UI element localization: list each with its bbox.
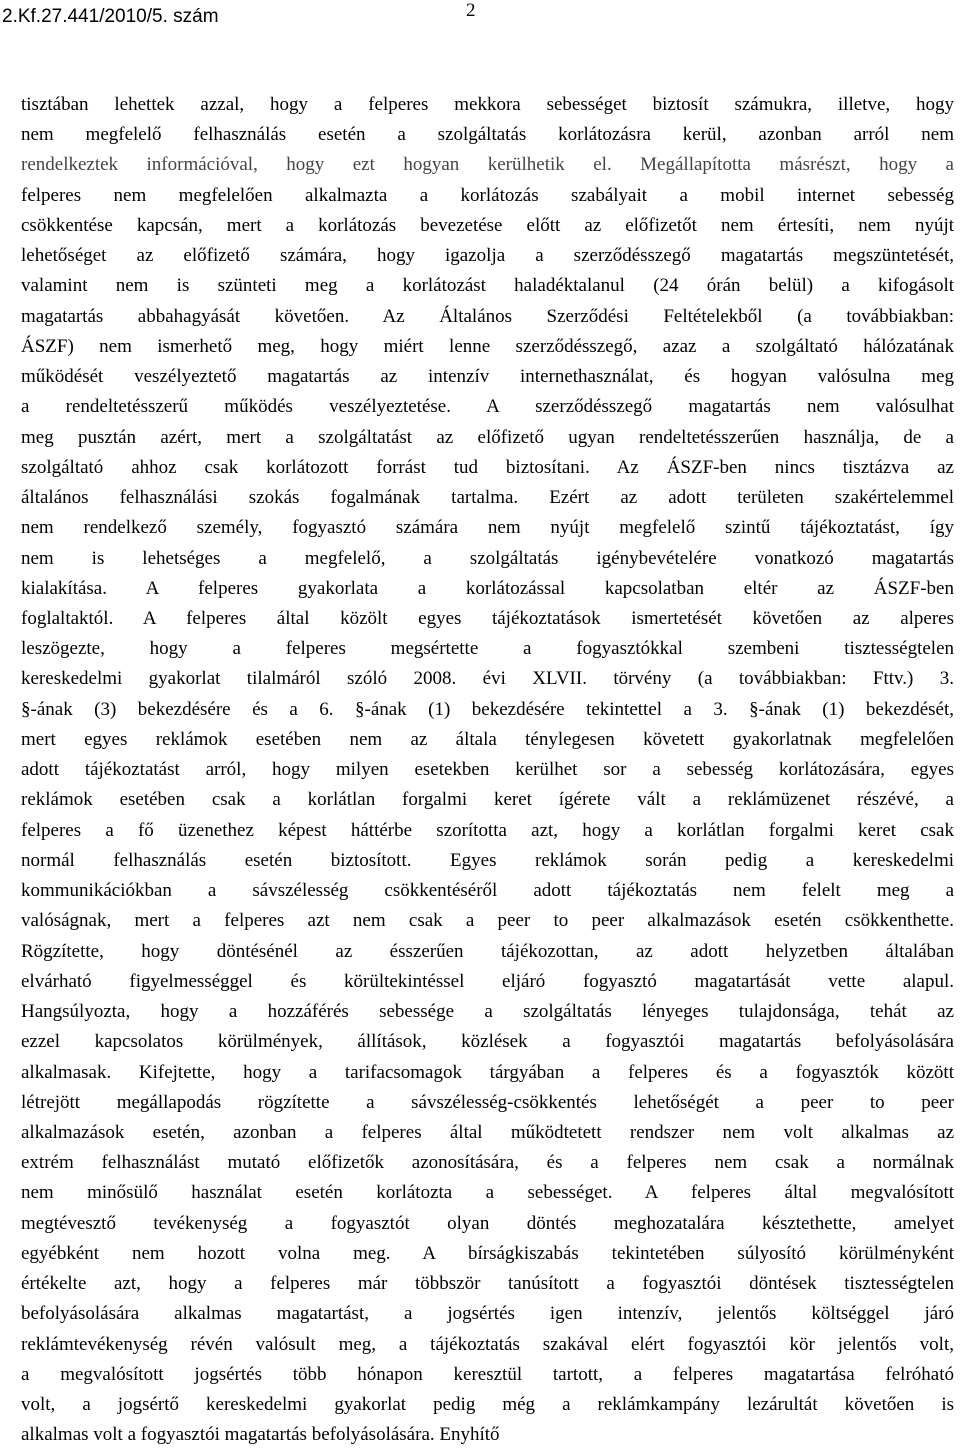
text-line: elvárható figyelmességgel és körültekintéssel eljáró fogyasztó magatartását vette alapul. — [21, 970, 954, 992]
body-text — [21, 90, 954, 1451]
page-number: 2 — [466, 0, 476, 21]
text-line: a rendeltetésszerű működés veszélyeztetése. A szerződésszegő magatartás nem valósulhat — [21, 396, 954, 418]
text-line: rendelkeztek információval, hogy ezt hogyan kerülhetik el. Megállapította másrészt, hogy a — [21, 154, 954, 176]
text-line: extrém felhasználást mutató előfizetők azonosítására, és a felperes nem csak a normálnak — [21, 1152, 954, 1174]
text-line: felperes nem megfelelően alkalmazta a korlátozás szabályait a mobil internet sebesség — [21, 184, 954, 206]
text-line: adott tájékoztatást arról, hogy milyen esetekben kerülhet sor a sebesség korlátozására, egyes — [21, 759, 954, 781]
text-line: meg pusztán azért, mert a szolgáltatást az előfizető ugyan rendeltetésszerűen használja, de a — [21, 426, 954, 448]
text-line: volt, a jogsértő kereskedelmi gyakorlat pedig még a reklámkampány lezárultát követően is — [21, 1394, 954, 1416]
text-line: valamint nem is szünteti meg a korlátozást haladéktalanul (24 órán belül) a kifogásolt — [21, 275, 954, 297]
text-line: alkalmazások esetén, azonban a felperes által működtetett rendszer nem volt alkalmas az — [21, 1121, 954, 1143]
text-line: működését veszélyeztető magatartás az intenzív internethasználat, és hogyan valósulna meg — [21, 366, 954, 388]
page-header — [0, 0, 960, 40]
text-line: felperes a fő üzenethez képest háttérbe szorította azt, hogy a korlátlan forgalmi keret csak — [21, 819, 954, 841]
text-line: nem megfelelő felhasználás esetén a szolgáltatás korlátozásra kerül, azonban arról nem — [21, 124, 954, 146]
text-line: leszögezte, hogy a felperes megsértette a fogyasztókkal szembeni tisztességtelen — [21, 638, 954, 660]
text-line: a megvalósított jogsértés több hónapon keresztül tartott, a felperes magatartása felróható — [21, 1363, 954, 1385]
text-line: normál felhasználás esetén biztosított. Egyes reklámok során pedig a kereskedelmi — [21, 849, 954, 871]
text-line: csökkentése kapcsán, mert a korlátozás bevezetése előtt az előfizetőt nem értesíti, nem nyújt — [21, 214, 954, 236]
text-line: szolgáltató ahhoz csak korlátozott forrást tud biztosítani. Az ÁSZF-ben nincs tisztázva az — [21, 456, 954, 478]
text-line: nem is lehetséges a megfelelő, a szolgáltatás igénybevételére vonatkozó magatartás — [21, 547, 954, 569]
text-line: ezzel kapcsolatos körülmények, állítások, közlések a fogyasztói magatartás befolyásolására — [21, 1031, 954, 1053]
text-line: tisztában lehettek azzal, hogy a felperes mekkora sebességet biztosít számukra, illetve, hogy — [21, 94, 954, 115]
case-number: 2.Kf.27.441/2010/5. szám — [2, 6, 219, 27]
text-line: mert egyes reklámok esetében nem az általa ténylegesen követett gyakorlatnak megfelelően — [21, 728, 954, 750]
text-line: Hangsúlyozta, hogy a hozzáférés sebessége a szolgáltatás lényeges tulajdonsága, tehát az — [21, 1001, 954, 1023]
text-line: kialakítása. A felperes gyakorlata a korlátozással kapcsolatban eltér az ÁSZF-ben — [21, 577, 954, 599]
text-line: megtévesztő tevékenység a fogyasztót olyan döntés meghozatalára késztethette, amelyet — [21, 1212, 954, 1234]
text-line: kereskedelmi gyakorlat tilalmáról szóló 2008. évi XLVII. törvény (a továbbiakban: Fttv.) 3. — [21, 668, 954, 690]
text-line: kommunikációkban a sávszélesség csökkentéséről adott tájékoztatás nem felelt meg a — [21, 880, 954, 902]
text-line: alkalmas volt a fogyasztói magatartás befolyásolására. Enyhítő — [21, 1424, 500, 1446]
text-line: magatartás abbahagyását követően. Az Általános Szerződési Feltételekből (a továbbiakban: — [21, 305, 954, 327]
text-line: valóságnak, mert a felperes azt nem csak a peer to peer alkalmazások esetén csökkenthette. — [21, 910, 954, 932]
text-line: foglaltaktól. A felperes által közölt egyes tájékoztatások ismertetését követően az alperes — [21, 607, 954, 629]
text-line: nem rendelkező személy, fogyasztó számára nem nyújt megfelelő szintű tájékoztatást, így — [21, 517, 954, 539]
text-line: értékelte azt, hogy a felperes már többször tanúsított a fogyasztói döntések tisztességtelen — [21, 1273, 954, 1295]
text-line: ÁSZF) nem ismerhető meg, hogy miért lenne szerződésszegő, azaz a szolgáltató hálózatának — [21, 335, 954, 357]
text-line: egyébként nem hozott volna meg. A bírságkiszabás tekintetében súlyosító körülményként — [21, 1242, 954, 1264]
text-line: lehetőséget az előfizető számára, hogy igazolja a szerződésszegő magatartás megszüntetését, — [21, 245, 954, 267]
text-line: befolyásolására alkalmas magatartást, a jogsértés igen intenzív, jelentős költséggel járó — [21, 1303, 954, 1325]
text-line: alkalmasak. Kifejtette, hogy a tarifacsomagok tárgyában a felperes és a fogyasztók között — [21, 1061, 954, 1083]
text-line: reklámok esetében csak a korlátlan forgalmi keret ígérete vált a reklámüzenet részévé, a — [21, 789, 954, 811]
text-line: nem minősülő használat esetén korlátozta a sebességet. A felperes által megvalósított — [21, 1182, 954, 1204]
text-line: Rögzítette, hogy döntésénél az ésszerűen tájékozottan, az adott helyzetben általában — [21, 940, 954, 962]
text-line: általános felhasználási szokás fogalmának tartalma. Ezért az adott területen szakértelemmel — [21, 487, 954, 509]
text-line: §-ának (3) bekezdésére és a 6. §-ának (1) bekezdésére tekintettel a 3. §-ának (1) bekezdését, — [21, 698, 954, 720]
text-line: létrejött megállapodás rögzítette a sávszélesség-csökkentés lehetőségét a peer to peer — [21, 1091, 954, 1113]
text-line: reklámtevékenység révén valósult meg, a tájékoztatás szakával elért fogyasztói kör jelentős volt, — [21, 1333, 954, 1355]
